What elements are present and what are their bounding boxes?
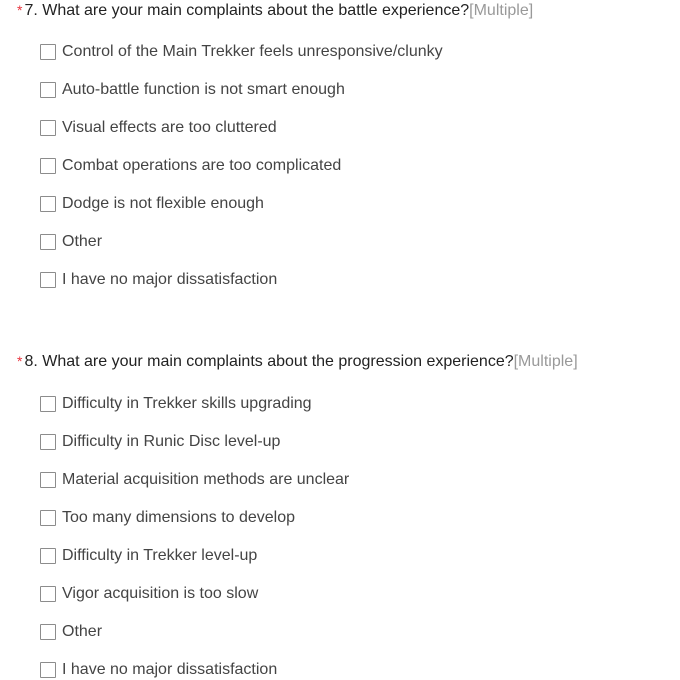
checkbox[interactable] [40,44,56,60]
checkbox[interactable] [40,196,56,212]
checkbox[interactable] [40,586,56,602]
checkbox[interactable] [40,82,56,98]
option-label: Dodge is not flexible enough [62,195,264,212]
option-label: Too many dimensions to develop [62,509,296,526]
option-label: Difficulty in Trekker skills upgrading [62,395,312,412]
checkbox[interactable] [40,234,56,250]
multiple-tag: [Multiple] [513,353,578,370]
option-label: Other [62,233,103,250]
required-mark: * [17,353,23,369]
checkbox[interactable] [40,662,56,678]
option-label: I have no major dissatisfaction [62,661,278,678]
option-label: Difficulty in Runic Disc level-up [62,433,281,450]
option-trekker-level-up[interactable] [40,546,257,566]
option-label: Auto-battle function is not smart enough [62,81,345,98]
option-other[interactable] [40,622,102,642]
option-too-many-dimensions[interactable] [40,508,295,528]
option-label: I have no major dissatisfaction [62,271,278,288]
question-title [17,0,533,21]
checkbox[interactable] [40,158,56,174]
option-label: Difficulty in Trekker level-up [62,547,258,564]
checkbox[interactable] [40,472,56,488]
checkbox[interactable] [40,434,56,450]
option-vigor-acquisition[interactable] [40,584,258,604]
option-label: Combat operations are too complicated [62,157,342,174]
option-label: Other [62,623,103,640]
option-no-dissatisfaction[interactable] [40,660,277,680]
checkbox[interactable] [40,510,56,526]
option-label: Material acquisition methods are unclear [62,471,350,488]
checkbox[interactable] [40,624,56,640]
option-label: Control of the Main Trekker feels unresponsive/clunky [62,43,443,60]
option-control-unresponsive[interactable] [40,42,443,62]
option-runic-disc[interactable] [40,432,280,452]
checkbox[interactable] [40,272,56,288]
option-material-acquisition[interactable] [40,470,349,490]
checkbox[interactable] [40,396,56,412]
option-label: Vigor acquisition is too slow [62,585,259,602]
option-dodge[interactable] [40,194,264,214]
option-trekker-skills[interactable] [40,394,312,414]
checkbox[interactable] [40,120,56,136]
checkbox[interactable] [40,548,56,564]
option-auto-battle[interactable] [40,80,345,100]
question-text: 8. What are your main complaints about the progression experience? [24,353,514,370]
option-no-dissatisfaction[interactable] [40,270,277,290]
question-text: 7. What are your main complaints about the battle experience? [24,2,470,19]
option-label: Visual effects are too cluttered [62,119,277,136]
option-other[interactable] [40,232,102,252]
multiple-tag: [Multiple] [469,2,534,19]
required-mark: * [17,2,23,18]
option-visual-effects[interactable] [40,118,277,138]
option-combat-complicated[interactable] [40,156,341,176]
question-title [17,351,578,372]
